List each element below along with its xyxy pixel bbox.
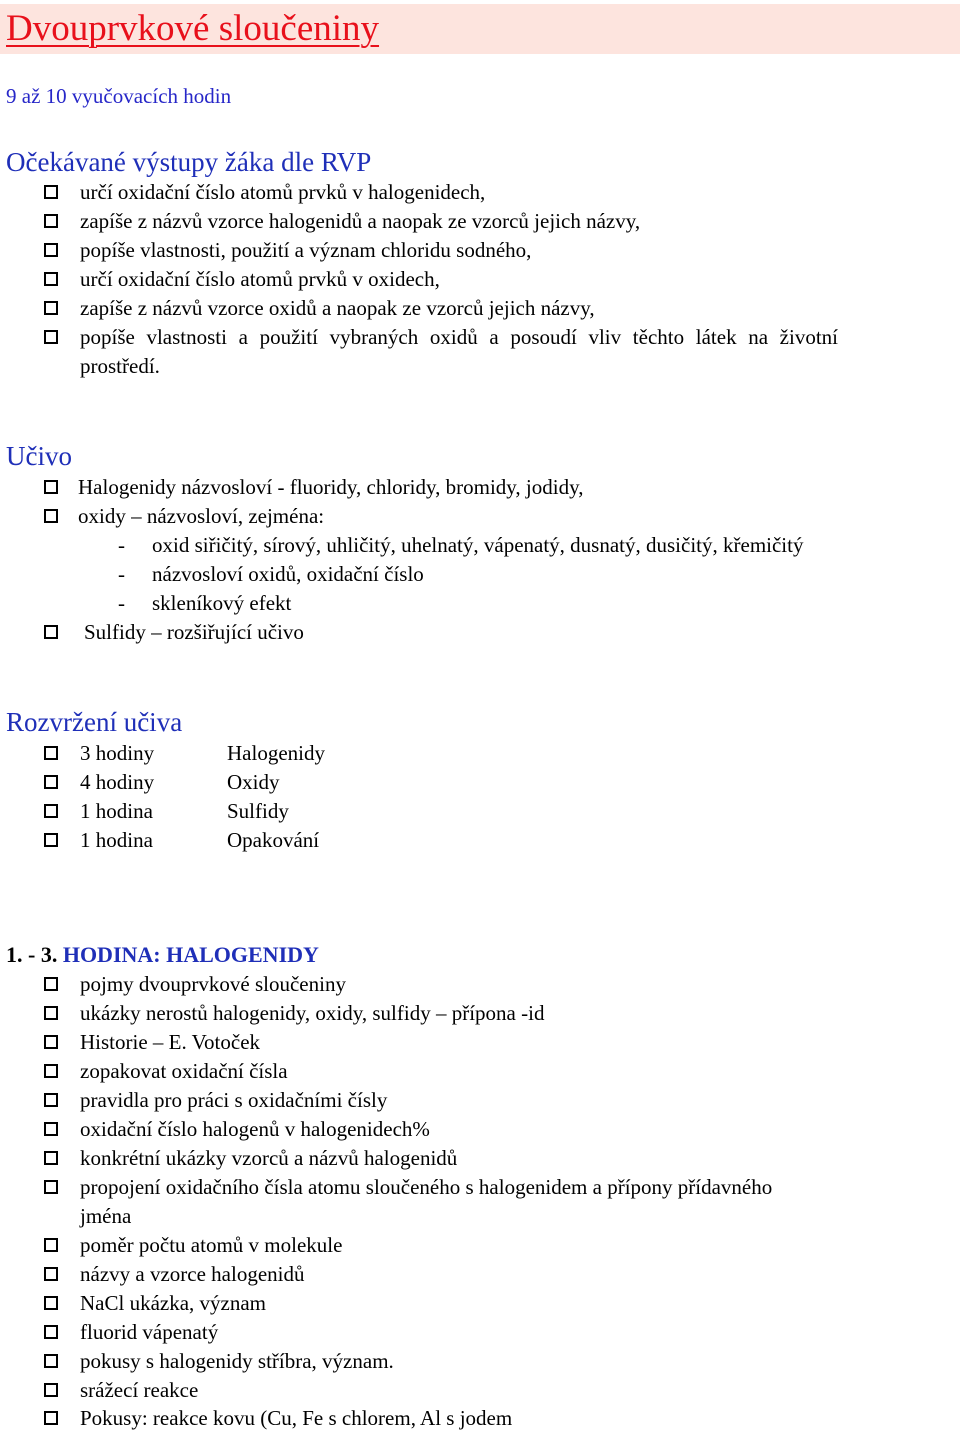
schedule-hours: 3 hodiny <box>80 741 155 765</box>
outcome-text: určí oxidační číslo atomů prvků v oxidech, <box>80 267 440 291</box>
lesson-text: jména <box>80 1204 132 1228</box>
lesson-item <box>0 1057 960 1086</box>
dash-bullet: - <box>118 591 125 615</box>
lesson-title: HODINA: HALOGENIDY <box>62 942 319 967</box>
lesson-text: ukázky nerostů halogenidy, oxidy, sulfidy – přípona -id <box>80 1001 545 1025</box>
schedule-topic: Opakování <box>227 828 320 852</box>
lesson-text: oxidační číslo halogenů v halogenidech% <box>80 1117 430 1141</box>
checkbox-icon <box>44 214 58 228</box>
lesson-item <box>0 1231 960 1260</box>
document-title: Dvouprvkové sloučeniny <box>6 8 380 49</box>
checkbox-icon <box>44 1296 58 1310</box>
lesson-text: Historie – E. Votoček <box>80 1030 261 1054</box>
outcome-item <box>0 265 960 294</box>
checkbox-icon <box>44 1354 58 1368</box>
curriculum-subitem <box>0 560 960 589</box>
checkbox-icon <box>44 977 58 991</box>
outcome-item-continuation <box>0 352 960 381</box>
checkbox-icon <box>44 804 58 818</box>
curriculum-subtext: skleníkový efekt <box>152 591 292 615</box>
lesson-text: zopakovat oxidační čísla <box>80 1059 288 1083</box>
curriculum-subitem <box>0 531 960 560</box>
lesson-item <box>0 1115 960 1144</box>
outcome-item <box>0 207 960 236</box>
outcome-text: popíše vlastnosti, použití a význam chloridu sodného, <box>80 238 532 262</box>
schedule-topic: Halogenidy <box>227 741 325 765</box>
outcome-item <box>0 236 960 265</box>
checkbox-icon <box>44 1238 58 1252</box>
lesson-item-continuation <box>0 1202 960 1231</box>
checkbox-icon <box>44 185 58 199</box>
lesson-number: 1. - 3. <box>6 942 58 967</box>
lesson-text: Pokusy: reakce kovu (Cu, Fe s chlorem, Al s jodem <box>80 1406 513 1430</box>
checkbox-icon <box>44 1411 58 1425</box>
schedule-topic: Oxidy <box>227 770 280 794</box>
lesson-item <box>0 1289 960 1318</box>
lesson-text: poměr počtu atomů v molekule <box>80 1233 343 1257</box>
lesson-text: NaCl ukázka, význam <box>80 1291 267 1315</box>
lesson-item <box>0 1347 960 1376</box>
lesson-text: propojení oxidačního čísla atomu sloučeného s halogenidem a přípony přídavného <box>80 1175 773 1199</box>
lesson-text: srážecí reakce <box>80 1378 199 1402</box>
lesson-item <box>0 1318 960 1347</box>
lesson-item <box>0 1260 960 1289</box>
outcome-text: prostředí. <box>80 354 160 378</box>
outcome-text: zapíše z názvů vzorce oxidů a naopak ze vzorců jejich názvy, <box>80 296 595 320</box>
lesson-item <box>0 970 960 999</box>
lesson-heading <box>6 940 319 970</box>
lesson-item <box>0 1028 960 1057</box>
lesson-item <box>0 1173 960 1202</box>
outcome-text: zapíše z názvů vzorce halogenidů a naopak ze vzorců jejich názvy, <box>80 209 641 233</box>
curriculum-text: Halogenidy názvosloví - fluoridy, chloridy, bromidy, jodidy, <box>78 475 584 499</box>
curriculum-heading: Učivo <box>6 441 72 471</box>
checkbox-icon <box>44 243 58 257</box>
checkbox-icon <box>44 1093 58 1107</box>
checkbox-icon <box>44 1383 58 1397</box>
schedule-hours: 4 hodiny <box>80 770 155 794</box>
dash-bullet: - <box>118 533 125 557</box>
outcome-item <box>0 294 960 323</box>
checkbox-icon <box>44 775 58 789</box>
lesson-item <box>0 1376 960 1405</box>
curriculum-text: Sulfidy – rozšiřující učivo <box>84 620 304 644</box>
outcome-text: popíše vlastnosti a použití vybraných oxidů a posoudí vliv těchto látek na životní <box>80 325 839 349</box>
lesson-item <box>0 1404 960 1433</box>
schedule-row <box>0 797 960 826</box>
checkbox-icon <box>44 1064 58 1078</box>
curriculum-item <box>0 502 960 531</box>
schedule-row <box>0 739 960 768</box>
lesson-item <box>0 1086 960 1115</box>
outcome-item <box>0 178 960 207</box>
schedule-heading: Rozvržení učiva <box>6 707 183 737</box>
schedule-hours: 1 hodina <box>80 799 153 823</box>
schedule-topic: Sulfidy <box>227 799 289 823</box>
curriculum-subtext: názvosloví oxidů, oxidační číslo <box>152 562 424 586</box>
lesson-text: konkrétní ukázky vzorců a názvů halogenidů <box>80 1146 458 1170</box>
schedule-row <box>0 826 960 855</box>
checkbox-icon <box>44 625 58 639</box>
lesson-item <box>0 999 960 1028</box>
checkbox-icon <box>44 833 58 847</box>
checkbox-icon <box>44 509 58 523</box>
lesson-text: pravidla pro práci s oxidačními čísly <box>80 1088 388 1112</box>
curriculum-subtext: oxid siřičitý, sírový, uhličitý, uhelnatý, vápenatý, dusnatý, dusičitý, křemičitý <box>152 533 804 557</box>
outcome-text: určí oxidační číslo atomů prvků v halogenidech, <box>80 180 486 204</box>
checkbox-icon <box>44 330 58 344</box>
dash-bullet: - <box>118 562 125 586</box>
outcomes-heading: Očekávané výstupy žáka dle RVP <box>6 147 372 177</box>
lesson-count: 9 až 10 vyučovacích hodin <box>6 84 232 108</box>
lesson-text: pokusy s halogenidy stříbra, význam. <box>80 1349 394 1373</box>
schedule-row <box>0 768 960 797</box>
lesson-item <box>0 1144 960 1173</box>
lesson-text: fluorid vápenatý <box>80 1320 219 1344</box>
curriculum-item <box>0 473 960 502</box>
checkbox-icon <box>44 746 58 760</box>
lesson-text: názvy a vzorce halogenidů <box>80 1262 305 1286</box>
curriculum-text: oxidy – názvosloví, zejména: <box>78 504 325 528</box>
checkbox-icon <box>44 1151 58 1165</box>
checkbox-icon <box>44 272 58 286</box>
lesson-text: pojmy dvouprvkové sloučeniny <box>80 972 346 996</box>
checkbox-icon <box>44 1325 58 1339</box>
checkbox-icon <box>44 1035 58 1049</box>
outcome-item <box>0 323 960 352</box>
curriculum-item <box>0 618 960 647</box>
checkbox-icon <box>44 480 58 494</box>
checkbox-icon <box>44 1006 58 1020</box>
curriculum-subitem <box>0 589 960 618</box>
schedule-hours: 1 hodina <box>80 828 153 852</box>
checkbox-icon <box>44 1180 58 1194</box>
checkbox-icon <box>44 1122 58 1136</box>
checkbox-icon <box>44 301 58 315</box>
checkbox-icon <box>44 1267 58 1281</box>
